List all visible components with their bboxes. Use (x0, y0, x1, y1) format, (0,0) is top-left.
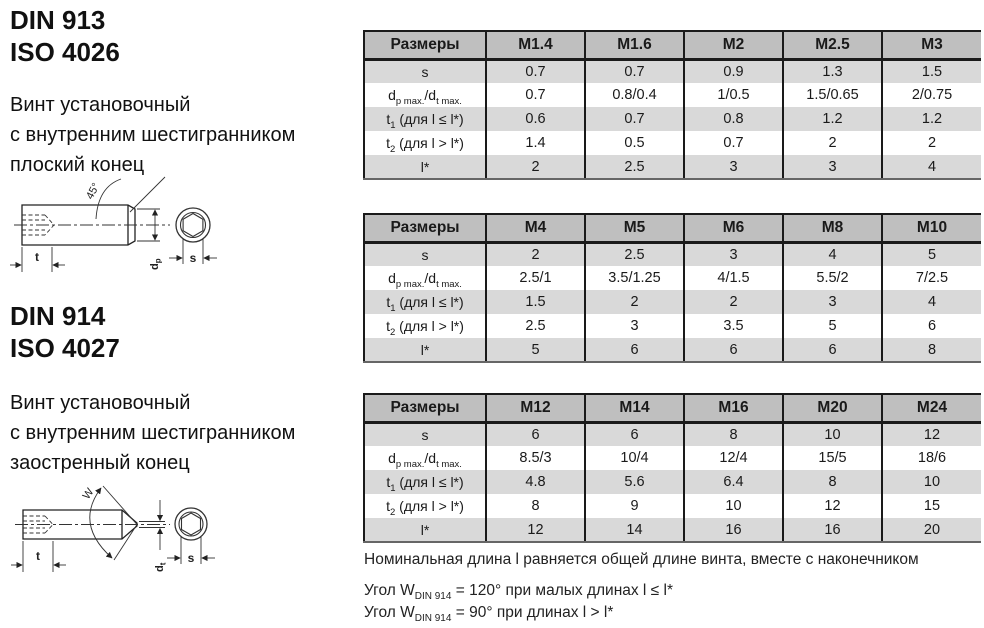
value-cell: 3.5/1.25 (585, 266, 684, 290)
iso4026-title: ISO 4026 (10, 37, 120, 67)
value-cell: 4 (882, 155, 981, 179)
value-cell: 2 (585, 290, 684, 314)
row-label: s (364, 422, 486, 446)
value-cell: 8.5/3 (486, 446, 585, 470)
chamfer-leader-line (130, 177, 165, 212)
table-corner-header: Размеры (364, 394, 486, 422)
value-cell: 3.5 (684, 314, 783, 338)
value-cell: 2 (684, 290, 783, 314)
value-cell: 0.7 (486, 83, 585, 107)
table-row (364, 470, 981, 494)
value-cell: 10 (783, 422, 882, 446)
size-column-header: M24 (882, 394, 981, 422)
hex-width-label: s (189, 251, 197, 265)
cone-angle-arc (90, 488, 112, 558)
value-cell: 2.5/1 (486, 266, 585, 290)
table-row (364, 518, 981, 542)
table-corner-header: Размеры (364, 31, 486, 59)
value-cell: 3 (783, 155, 882, 179)
row-label: $t_2$ (для l > l*) (364, 131, 486, 155)
value-cell: 9 (585, 494, 684, 518)
value-cell: 15 (882, 494, 981, 518)
chamfer-angle-label: 45° (84, 181, 103, 202)
value-cell: 1.2 (783, 107, 882, 131)
table-header-row (364, 214, 981, 242)
table-row (364, 155, 981, 179)
din914-cone-point-drawing (8, 472, 238, 602)
value-cell: 3 (783, 290, 882, 314)
table-row (364, 290, 981, 314)
value-cell: 12/4 (684, 446, 783, 470)
table-row (364, 494, 981, 518)
table-row (364, 338, 981, 362)
size-column-header: M16 (684, 394, 783, 422)
value-cell: 3 (684, 155, 783, 179)
value-cell: 5 (486, 338, 585, 362)
value-cell: 6.4 (684, 470, 783, 494)
iso4027-title: ISO 4027 (10, 333, 120, 363)
value-cell: 5 (882, 242, 981, 266)
size-column-header: M1.4 (486, 31, 585, 59)
value-cell: 0.7 (684, 131, 783, 155)
value-cell: 6 (684, 338, 783, 362)
table-row (364, 107, 981, 131)
value-cell: 0.9 (684, 59, 783, 83)
description-line: с внутренним шестигранником (10, 422, 296, 444)
din913-flat-point-drawing (8, 172, 238, 282)
value-cell: 15/5 (783, 446, 882, 470)
size-column-header: M4 (486, 214, 585, 242)
value-cell: 0.7 (585, 107, 684, 131)
value-cell: 0.8 (684, 107, 783, 131)
value-cell: 1.5/0.65 (783, 83, 882, 107)
value-cell: 1.4 (486, 131, 585, 155)
value-cell: 10 (882, 470, 981, 494)
value-cell: 10 (684, 494, 783, 518)
size-column-header: M5 (585, 214, 684, 242)
hex-width-label: s (187, 551, 195, 565)
description-line: с внутренним шестигранником (10, 124, 296, 146)
value-cell: 3 (684, 242, 783, 266)
table-row (364, 446, 981, 470)
din913-standard-heading (10, 4, 120, 68)
description-line: Винт установочный (10, 392, 191, 414)
value-cell: 3 (585, 314, 684, 338)
value-cell: 6 (585, 422, 684, 446)
value-cell: 0.6 (486, 107, 585, 131)
value-cell: 1/0.5 (684, 83, 783, 107)
cone-angle-line-upper (103, 486, 137, 525)
cone-angle-line-lower (114, 525, 137, 561)
size-column-header: M10 (882, 214, 981, 242)
row-label: $d_{p max.}/d_{t max.}$ (364, 446, 486, 470)
value-cell: 7/2.5 (882, 266, 981, 290)
row-label: l* (364, 155, 486, 179)
value-cell: 5.5/2 (783, 266, 882, 290)
value-cell: 16 (783, 518, 882, 542)
row-label: l* (364, 518, 486, 542)
dimensions-table-m4-to-m10 (363, 213, 981, 363)
table-header-row (364, 31, 981, 59)
row-label: $t_2$ (для l > l*) (364, 314, 486, 338)
din914-description (10, 388, 295, 478)
value-cell: 1.3 (783, 59, 882, 83)
value-cell: 2 (882, 131, 981, 155)
value-cell: 1.5 (486, 290, 585, 314)
size-column-header: M8 (783, 214, 882, 242)
value-cell: 5 (783, 314, 882, 338)
value-cell: 2/0.75 (882, 83, 981, 107)
note-angle-90: Угол $W_{DIN 914} = 90^\circ$ при длинах l > l* (364, 604, 614, 625)
note-nominal-length: Номинальная длина l равняется общей длине винта, вместе с наконечником (364, 551, 919, 568)
chamfer-angle-arc (96, 179, 121, 219)
row-label: s (364, 59, 486, 83)
value-cell: 2 (783, 131, 882, 155)
row-label: $t_1$ (для l ≤ l*) (364, 107, 486, 131)
value-cell: 4 (882, 290, 981, 314)
size-column-header: M14 (585, 394, 684, 422)
table-row (364, 266, 981, 290)
table-row (364, 83, 981, 107)
value-cell: 6 (882, 314, 981, 338)
size-column-header: M3 (882, 31, 981, 59)
row-label: $d_{p max.}/d_{t max.}$ (364, 266, 486, 290)
value-cell: 2 (486, 155, 585, 179)
value-cell: 8 (882, 338, 981, 362)
flat-diameter-label: $d_p$ (149, 258, 163, 270)
value-cell: 1.2 (882, 107, 981, 131)
size-column-header: M2.5 (783, 31, 882, 59)
row-label: $t_2$ (для l > l*) (364, 494, 486, 518)
value-cell: 6 (783, 338, 882, 362)
value-cell: 2.5 (486, 314, 585, 338)
table-row (364, 59, 981, 83)
table-header-row (364, 394, 981, 422)
description-line: Винт установочный (10, 94, 191, 116)
socket-depth-label: t (36, 549, 40, 563)
value-cell: 18/6 (882, 446, 981, 470)
socket-depth-label: t (35, 250, 39, 264)
dimensions-table-m12-to-m24 (363, 393, 981, 543)
row-label: l* (364, 338, 486, 362)
value-cell: 20 (882, 518, 981, 542)
row-label: s (364, 242, 486, 266)
value-cell: 8 (486, 494, 585, 518)
tip-diameter-label: $d_t$ (154, 562, 168, 572)
description-line: заостренный конец (10, 452, 190, 474)
value-cell: 4/1.5 (684, 266, 783, 290)
value-cell: 2.5 (585, 155, 684, 179)
cone-angle-label: W (80, 486, 97, 502)
value-cell: 0.7 (486, 59, 585, 83)
value-cell: 6 (585, 338, 684, 362)
value-cell: 8 (684, 422, 783, 446)
value-cell: 12 (486, 518, 585, 542)
value-cell: 0.5 (585, 131, 684, 155)
table-row (364, 314, 981, 338)
row-label: $t_1$ (для l ≤ l*) (364, 290, 486, 314)
row-label: $d_{p max.}/d_{t max.}$ (364, 83, 486, 107)
value-cell: 4.8 (486, 470, 585, 494)
value-cell: 4 (783, 242, 882, 266)
din914-title: DIN 914 (10, 301, 106, 331)
value-cell: 0.8/0.4 (585, 83, 684, 107)
value-cell: 6 (486, 422, 585, 446)
value-cell: 2.5 (585, 242, 684, 266)
value-cell: 0.7 (585, 59, 684, 83)
value-cell: 14 (585, 518, 684, 542)
table-corner-header: Размеры (364, 214, 486, 242)
table-row (364, 131, 981, 155)
value-cell: 2 (486, 242, 585, 266)
value-cell: 5.6 (585, 470, 684, 494)
size-column-header: M12 (486, 394, 585, 422)
value-cell: 1.5 (882, 59, 981, 83)
value-cell: 8 (783, 470, 882, 494)
note-angle-120: Угол $W_{DIN 914} = 120^\circ$ при малых длинах l ≤ l* (364, 582, 673, 603)
value-cell: 12 (783, 494, 882, 518)
value-cell: 16 (684, 518, 783, 542)
table-row (364, 422, 981, 446)
description-line: плоский конец (10, 154, 145, 176)
size-column-header: M20 (783, 394, 882, 422)
value-cell: 12 (882, 422, 981, 446)
table-row (364, 242, 981, 266)
value-cell: 10/4 (585, 446, 684, 470)
dimensions-table-m1-4-to-m3 (363, 30, 981, 180)
din913-title: DIN 913 (10, 5, 106, 35)
size-column-header: M2 (684, 31, 783, 59)
row-label: $t_1$ (для l ≤ l*) (364, 470, 486, 494)
size-column-header: M1.6 (585, 31, 684, 59)
din914-standard-heading (10, 300, 120, 364)
size-column-header: M6 (684, 214, 783, 242)
din913-description (10, 90, 295, 180)
